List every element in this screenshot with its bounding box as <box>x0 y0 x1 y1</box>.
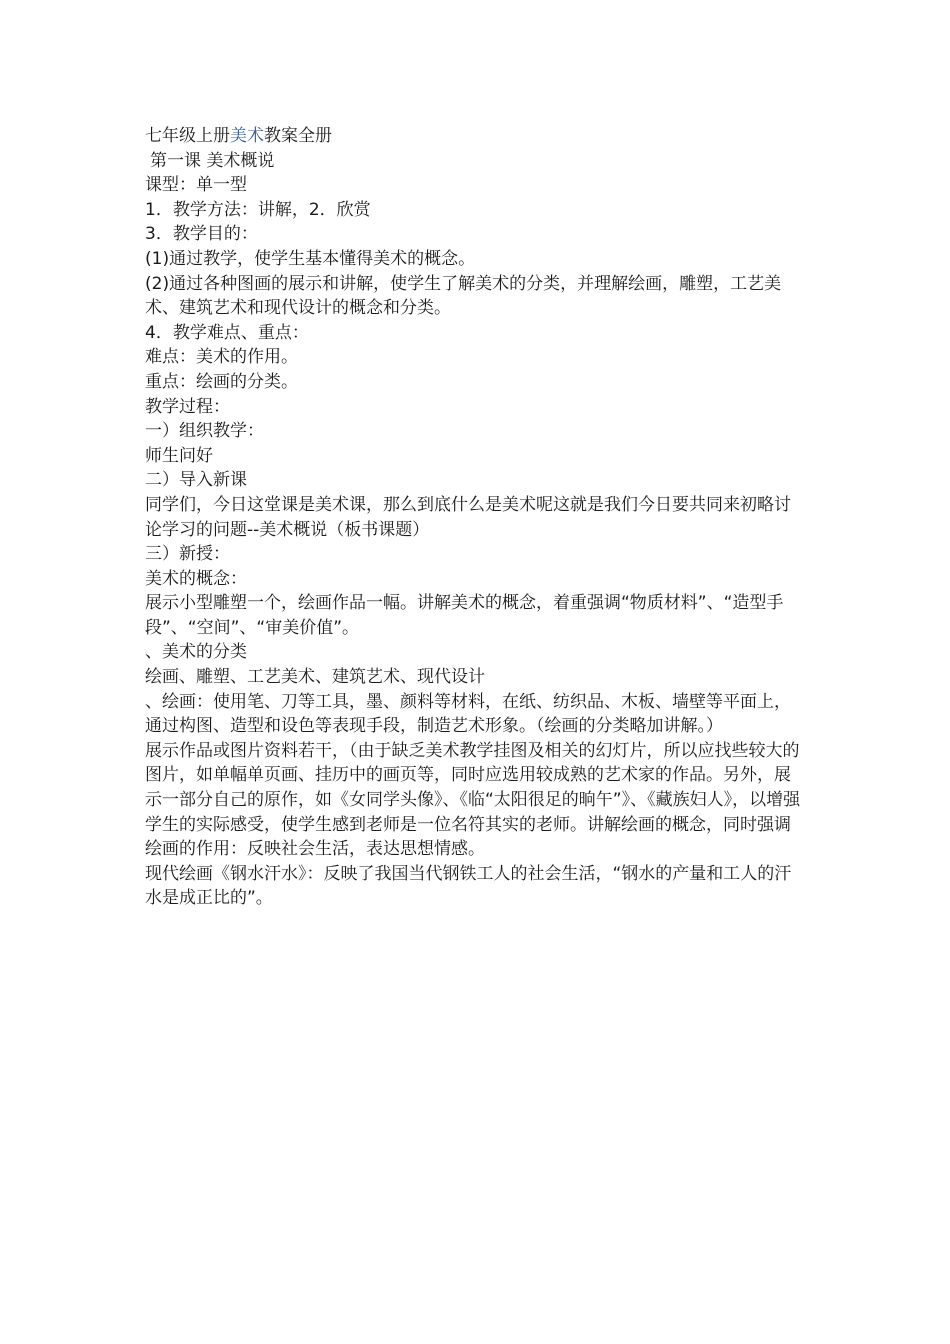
text-paragraph: (2)通过各种图画的展示和讲解，使学生了解美术的分类，并理解绘画，雕塑，工艺美术、建筑艺术和现代设计的概念和分类。 <box>145 273 782 319</box>
text-line: (1)通过教学，使学生基本懂得美术的概念。 <box>145 248 476 269</box>
text-line: 、美术的分类 <box>145 642 247 663</box>
text-line: 一）组织教学： <box>145 421 264 442</box>
text-line: 1．教学方法：讲解，2．欣赏 <box>145 199 371 220</box>
text-paragraph: 现代绘画《钢水汗水》：反映了我国当代钢铁工人的社会生活，“钢水的产量和工人的汗水是成正比的”。 <box>145 863 792 909</box>
document-title <box>145 124 807 149</box>
text-line: 绘画、雕塑、工艺美术、建筑艺术、现代设计 <box>145 667 485 688</box>
lesson-heading: 第一课 美术概说 <box>150 150 275 171</box>
text-line: 美术的概念： <box>145 568 247 589</box>
text-line: 课型：单一型 <box>145 175 247 196</box>
text-line: 师生问好 <box>145 445 213 466</box>
text-line: 二）导入新课 <box>145 470 247 491</box>
document-body <box>145 124 807 911</box>
title-link-meishu[interactable]: 美术 <box>230 126 264 146</box>
title-suffix: 教案全册 <box>264 126 332 146</box>
text-line: 3．教学目的： <box>145 224 258 245</box>
text-paragraph: 同学们，今日这堂课是美术课，那么到底什么是美术呢这就是我们今日要共同来初略讨论学习的问题--美术概说（板书课题） <box>145 494 791 540</box>
text-paragraph: 展示小型雕塑一个，绘画作品一幅。讲解美术的概念，着重强调“物质材料”、“造型手段”、“空间”、“审美价值”。 <box>145 593 784 638</box>
text-line: 难点：美术的作用。 <box>145 347 298 368</box>
text-line: 三）新授： <box>145 544 230 565</box>
text-line: 4．教学难点、重点： <box>145 322 309 343</box>
text-paragraph: 、绘画：使用笔、刀等工具，墨、颜料等材料，在纸、纺织品、木板、墙壁等平面上，通过构图、造型和设色等表现手段，制造艺术形象。（绘画的分类略加讲解。） <box>145 691 791 737</box>
text-line: 教学过程： <box>145 396 230 417</box>
text-paragraph: 展示作品或图片资料若干，（由于缺乏美术教学挂图及相关的幻灯片，所以应找些较大的图片，如单幅单页画、挂历中的画页等，同时应选用较成熟的艺术家的作品。另外，展示一部分自己的原作，如《女同学头像》、《临“太阳很足的晌午”》、《藏族妇人》，以增强学生的实际感受，使学生感到老师是一位名符其实的老师。讲解绘画的概念，同时强调绘画的作用：反映社会生活，表达思想情感。 <box>145 740 801 860</box>
text-line: 重点：绘画的分类。 <box>145 371 298 392</box>
title-prefix: 七年级上册 <box>145 126 230 146</box>
